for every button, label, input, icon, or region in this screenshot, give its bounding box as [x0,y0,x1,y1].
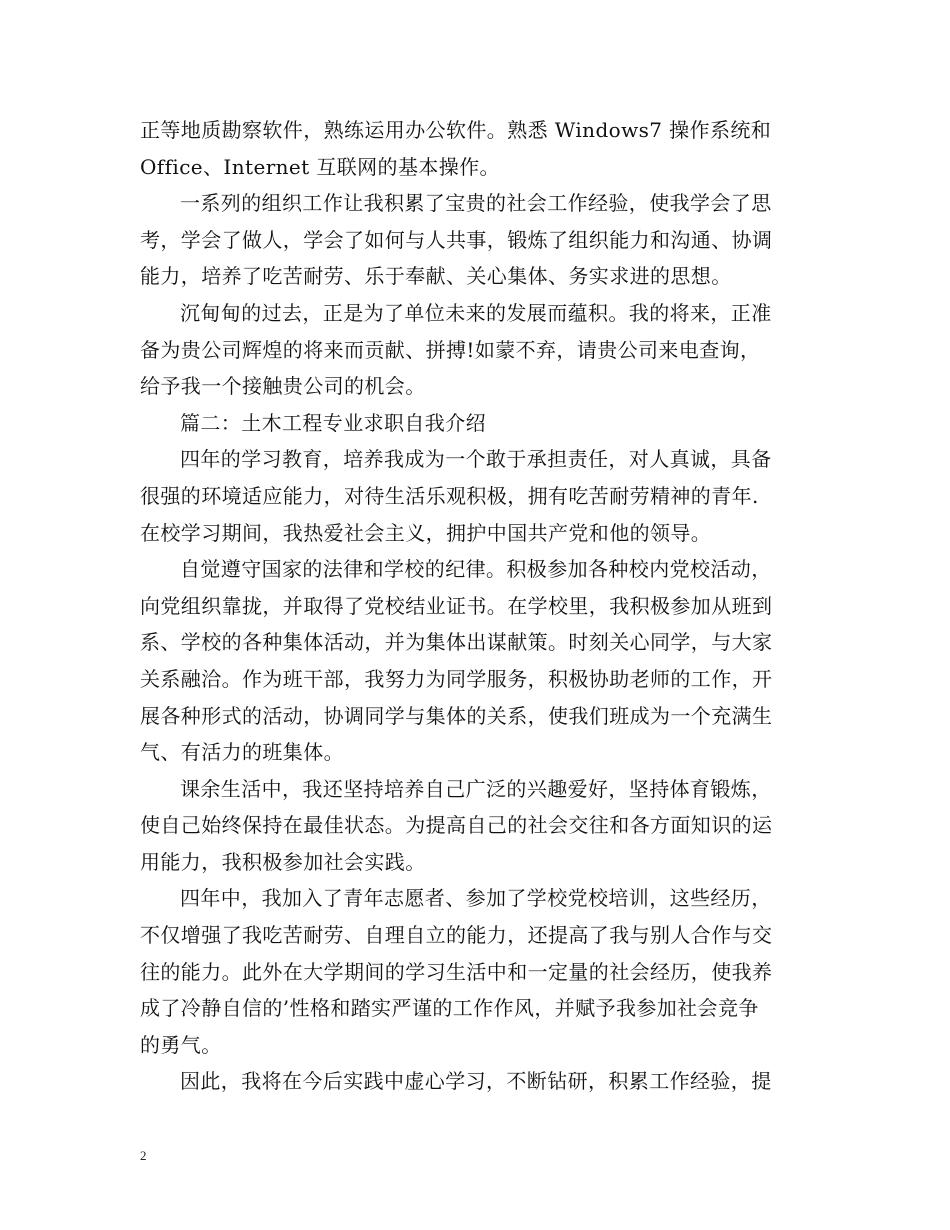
text-line: 因此，我将在今后实践中虚心学习，不断钻研，积累工作经验，提 [180,1069,772,1094]
text-line: 展各种形式的活动，协调同学与集体的关系，使我们班成为一个充满生 [140,703,773,728]
text-line: 沉甸甸的过去，正是为了单位未来的发展而蕴积。我的将来，正准 [180,300,772,325]
text-line: 往的能力。此外在大学期间的学习生活中和一定量的社会经历，使我养 [140,959,773,984]
text-line: 向党组织靠拢，并取得了党校结业证书。在学校里，我积极参加从班到 [140,593,773,618]
text-line: 在校学习期间，我热爱社会主义，拥护中国共产党和他的领导。 [140,520,712,545]
text-line: 正等地质勘察软件，熟练运用办公软件。熟悉 Windows7 操作系统和 [140,118,772,142]
text-line: Office、Internet 互联网的基本操作。 [140,154,500,179]
document-body [140,112,816,1100]
text-line: 一系列的组织工作让我积累了宝贵的社会工作经验，使我学会了思 [180,191,772,216]
text-line: 考，学会了做人，学会了如何与人共事，锻炼了组织能力和沟通、协调 [140,227,773,252]
text-line: 用能力，我积极参加社会实践。 [140,849,426,874]
text-line: 不仅增强了我吃苦耐劳、自理自立的能力，还提高了我与别人合作与交 [140,923,773,948]
text-line: 自觉遵守国家的法律和学校的纪律。积极参加各种校内党校活动， [180,557,772,582]
text-line: 篇二：土木工程专业求职自我介绍 [180,410,486,435]
text-line: 成了冷静自信的’性格和踏实严谨的工作作风，并赋予我参加社会竞争 [140,996,759,1021]
text-line: 很强的环境适应能力，对待生活乐观积极，拥有吃苦耐劳精神的青年. [140,483,759,508]
text-line: 四年中，我加入了青年志愿者、参加了学校党校培训，这些经历， [180,886,772,911]
text-line: 气、有活力的班集体。 [140,740,344,765]
text-line: 的勇气。 [140,1032,222,1057]
text-line: 使自己始终保持在最佳状态。为提高自己的社会交往和各方面知识的运 [140,813,773,838]
text-line: 给予我一个接触贵公司的机会。 [140,374,426,399]
page-number: 2 [140,1148,147,1163]
text-line: 关系融洽。作为班干部，我努力为同学服务，积极协助老师的工作，开 [140,666,773,691]
text-line: 课余生活中，我还坚持培养自己广泛的兴趣爱好，坚持体育锻炼， [180,776,772,801]
text-line: 能力，培养了吃苦耐劳、乐于奉献、关心集体、务实求进的思想。 [140,264,732,289]
text-line: 备为贵公司辉煌的将来而贡献、拼搏!如蒙不弃，请贵公司来电查询， [140,337,761,362]
text-line: 系、学校的各种集体活动，并为集体出谋献策。时刻关心同学，与大家 [140,630,773,655]
text-line: 四年的学习教育，培养我成为一个敢于承担责任，对人真诚，具备 [180,447,772,472]
